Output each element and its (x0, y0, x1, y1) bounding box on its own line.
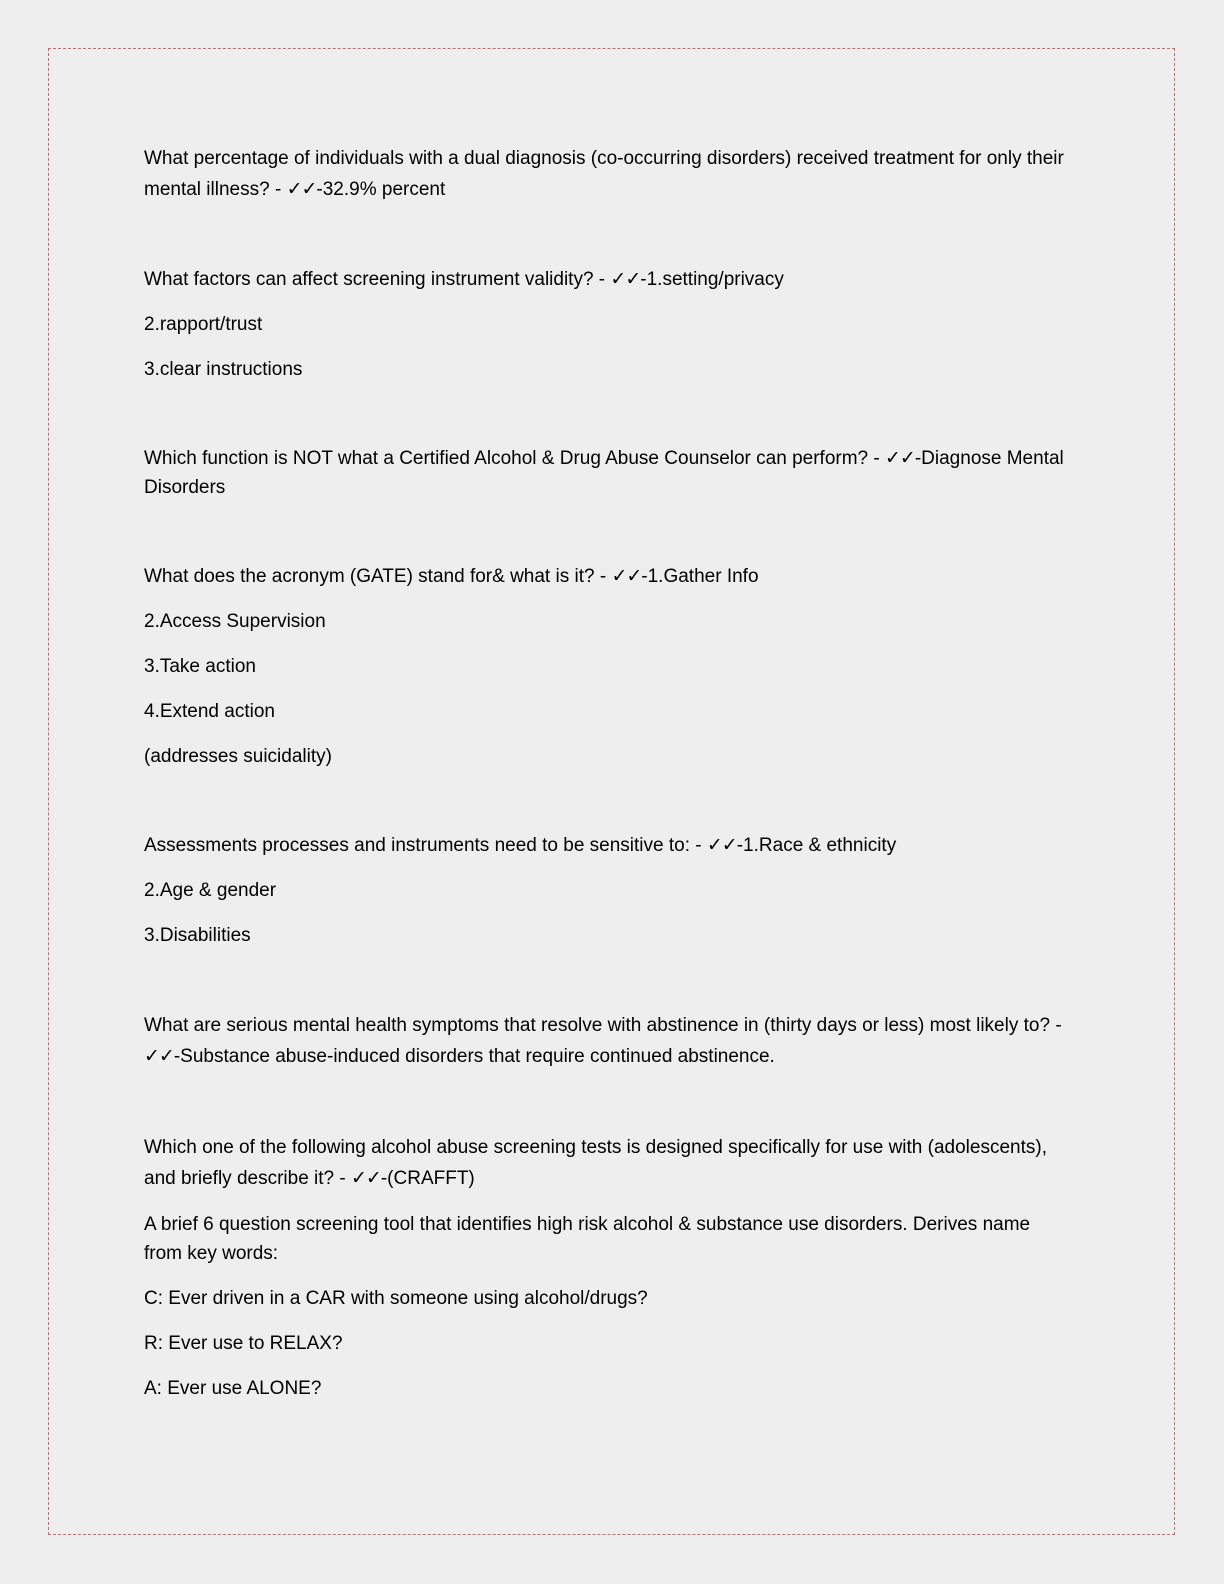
question-paragraph: Which function is NOT what a Certified Alcohol & Drug Abuse Counselor can perform? - ✓✓-Diagnose Mental Disorders (144, 447, 1064, 498)
answer-line: R: Ever use to RELAX? (144, 1333, 343, 1354)
double-check-icon: ✓✓ (706, 834, 737, 856)
question-paragraph: What percentage of individuals with a dual diagnosis (co-occurring disorders) received treatment for only their mental illness? - ✓✓-32.9% percent (144, 148, 1064, 200)
double-check-icon: ✓✓ (611, 565, 642, 587)
qa-block-4 (144, 562, 1064, 771)
question-paragraph: Which one of the following alcohol abuse screening tests is designed specifically for use with (adolescents), and briefly describe it? - ✓✓-(CRAFFT) (144, 1137, 1047, 1189)
answer-line: (addresses suicidality) (144, 746, 332, 767)
question-paragraph: What does the acronym (GATE) stand for& what is it? - ✓✓-1.Gather Info (144, 565, 759, 587)
qa-block-5 (144, 831, 1064, 950)
double-check-icon: ✓✓ (351, 1167, 381, 1189)
question-paragraph: Assessments processes and instruments need to be sensitive to: - ✓✓-1.Race & ethnicity (144, 834, 897, 856)
double-check-icon: ✓✓ (286, 178, 317, 200)
question-paragraph: What are serious mental health symptoms that resolve with abstinence in (thirty days or less) most likely to? - ✓✓-Substance abuse-induced disorders that require continued abstinence. (144, 1015, 1062, 1067)
answer-line: 3.clear instructions (144, 359, 303, 380)
qa-block-1 (144, 143, 1064, 205)
answer-line: 3.Disabilities (144, 925, 251, 946)
answer-line: 2.Access Supervision (144, 611, 326, 632)
double-check-icon: ✓✓ (610, 268, 641, 290)
answer-line: 2.Age & gender (144, 880, 277, 901)
qa-block-2 (144, 265, 1064, 384)
double-check-icon: ✓✓ (144, 1045, 174, 1067)
answer-line: A: Ever use ALONE? (144, 1378, 322, 1399)
question-paragraph: What factors can affect screening instrument validity? - ✓✓-1.setting/privacy (144, 268, 784, 290)
answer-line: 4.Extend action (144, 701, 275, 722)
answer-line: C: Ever driven in a CAR with someone using alcohol/drugs? (144, 1288, 648, 1309)
qa-block-6 (144, 1010, 1064, 1072)
answer-line: A brief 6 question screening tool that identifies high risk alcohol & substance use disorders. Derives name from key words: (144, 1214, 1031, 1264)
double-check-icon: ✓✓ (885, 447, 915, 469)
document-body (144, 143, 1064, 1463)
answer-line: 3.Take action (144, 656, 256, 677)
qa-block-7 (144, 1132, 1064, 1403)
answer-line: 2.rapport/trust (144, 314, 263, 335)
qa-block-3 (144, 444, 1064, 502)
